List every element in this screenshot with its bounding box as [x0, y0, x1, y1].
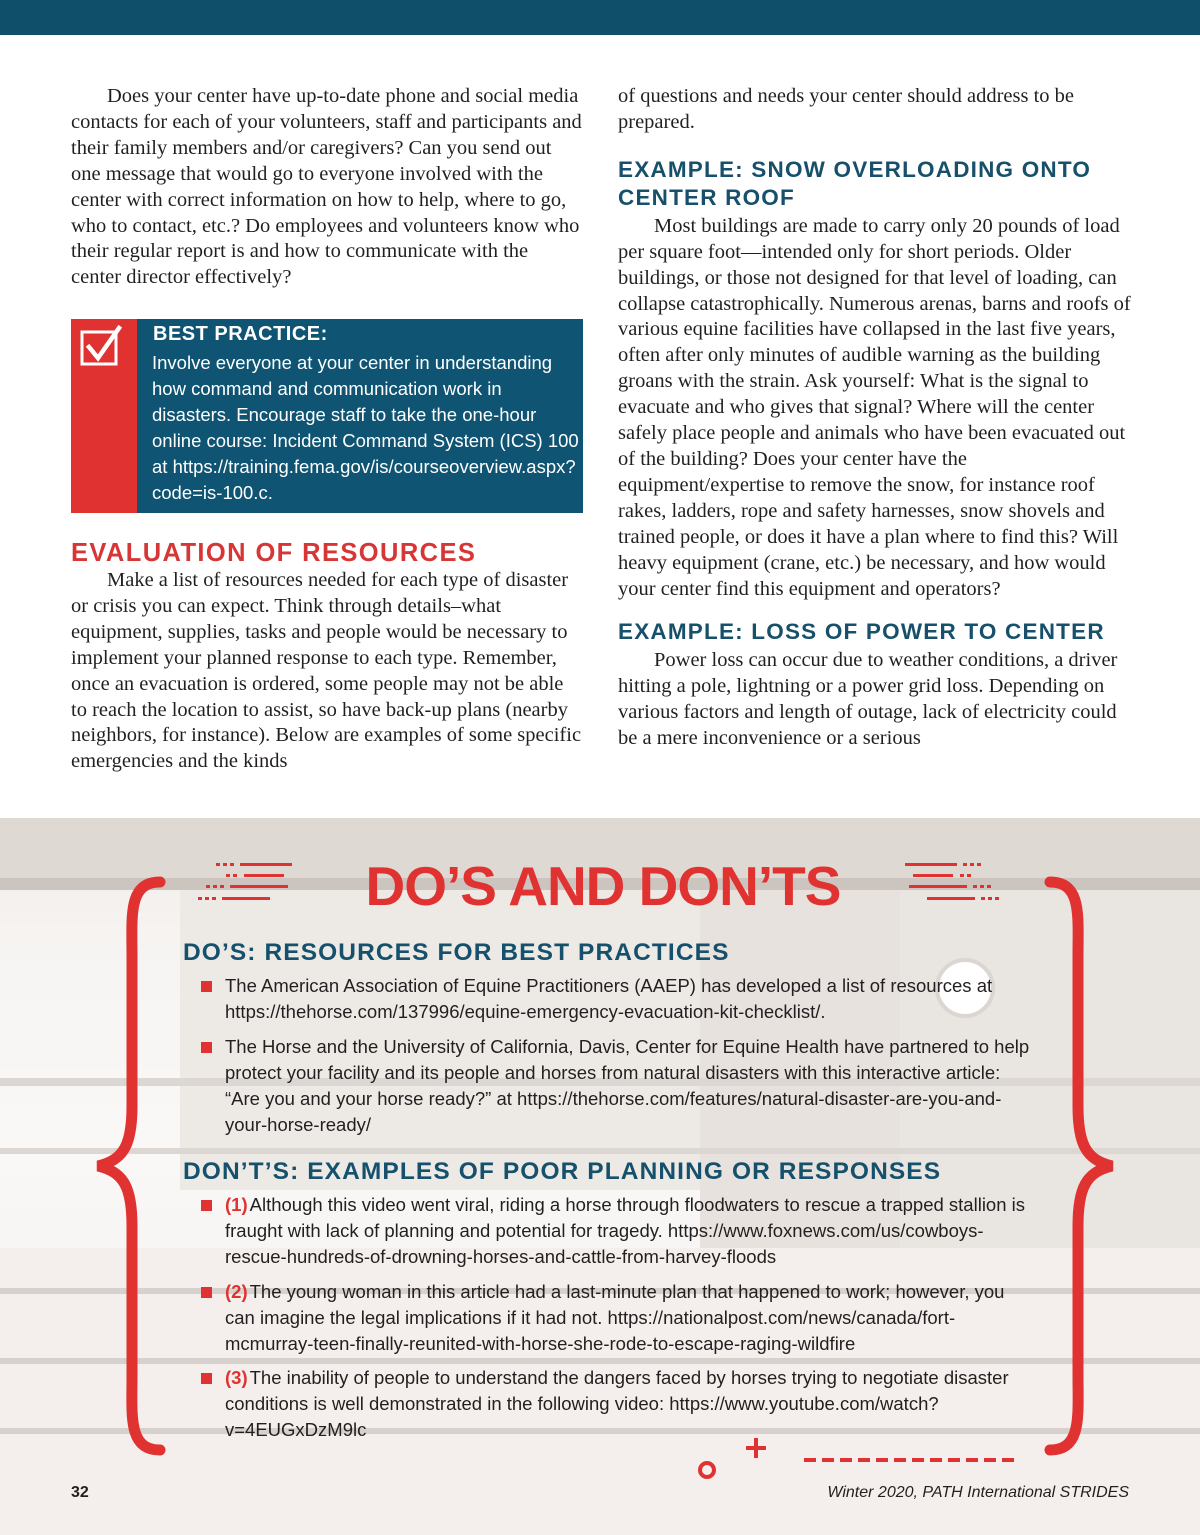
- donts-list: [200, 1192, 1030, 1452]
- evaluation-paragraph: Make a list of resources needed for each type of disaster or crisis you can expect. Think through details–what equipment, supplies, tasks and people would be necessary to implement your planned response to each type. Remember, once an evacuation is ordered, some people may not be able to reach the location to assist, so have back-up plans (nearby neighbors, for instance). Below are examples of some specific emergencies and the kinds: [71, 569, 582, 773]
- publication-footer: Winter 2020, PATH International STRIDES: [827, 1484, 1129, 1501]
- item-number: (1): [225, 1194, 248, 1215]
- dos-item-text: The Horse and the University of California, Davis, Center for Equine Health have partnered to help protect your facility and its people and horses from natural disasters with this interactive article: “Are you and your horse ready?” at https://thehorse.com/features/natural-disaster-are-you-and-your-horse-ready/: [225, 1035, 1030, 1135]
- donts-item-text: The inability of people to understand the dangers faced by horses trying to negotiate disaster conditions is well demonstrated in the following video: https://www.youtube.com/watch?v=4EUGxDzM9lc: [225, 1367, 1009, 1441]
- left-column: [71, 84, 583, 291]
- donts-heading: DON’T’S: EXAMPLES OF POOR PLANNING OR RESPONSES: [183, 1158, 942, 1185]
- right-column: [618, 84, 1133, 752]
- left-column-lower: [71, 538, 583, 775]
- decorative-ornaments: [694, 1436, 1024, 1480]
- right-brace-icon: [1040, 876, 1120, 1456]
- speed-lines-right-icon: [903, 862, 1001, 904]
- left-brace-icon: [90, 876, 170, 1456]
- continued-paragraph: of questions and needs your center should address to be prepared.: [618, 85, 1075, 133]
- dos-and-donts-panel: [0, 818, 1200, 1535]
- bullet-square-icon: [201, 1042, 212, 1053]
- callout-body: [137, 319, 583, 513]
- intro-paragraph: Does your center have up-to-date phone and social media contacts for each of your volunteers, staff and participants and their family members and/or caregivers? Can you send out one message that would go to everyone involved with the center with correct information on how to help, where to go, who to contact, etc.? Do employees and volunteers know who their regular report is and how to communicate with the center director effectively?: [71, 85, 582, 289]
- list-item: [200, 1279, 1030, 1357]
- dos-item-text: The American Association of Equine Practitioners (AAEP) has developed a list of resources at https://thehorse.com/137996/equine-emergency-evacuation-kit-checklist/.: [225, 975, 993, 1022]
- callout-accent: [71, 319, 137, 513]
- callout-text: Involve everyone at your center in understanding how command and communication work in disasters. Encourage staff to take the one-hour online course: Incident Command System (ICS) 100 at https://training.fema.gov/is/courseoverview.aspx?code=is-100.c.: [152, 352, 579, 503]
- dos-heading: DO’S: RESOURCES FOR BEST PRACTICES: [183, 939, 730, 966]
- list-item: [200, 973, 1030, 1025]
- donts-item-text: The young woman in this article had a last-minute plan that happened to work; however, you can imagine the legal implications if it had not. https://nationalpost.com/news/canada/fort-mcmurray-teen-finally-reunited-with-horse-she-rode-to-escape-raging-wildfire: [225, 1280, 1005, 1354]
- best-practice-callout: [71, 319, 583, 513]
- bullet-square-icon: [201, 1200, 212, 1211]
- bullet-square-icon: [201, 1373, 212, 1384]
- page-number: 32: [71, 1484, 89, 1501]
- bullet-square-icon: [201, 981, 212, 992]
- list-item: [200, 1034, 1030, 1138]
- item-number: (2): [225, 1280, 248, 1302]
- dos-donts-title: DO’S AND DON’TS: [365, 855, 841, 917]
- section-heading-evaluation: EVALUATION OF RESOURCES: [71, 539, 477, 567]
- top-banner: [0, 0, 1200, 35]
- dos-list: [200, 973, 1030, 1146]
- speed-lines-left-icon: [196, 862, 294, 904]
- bullet-square-icon: [201, 1287, 212, 1298]
- donts-item-text: Although this video went viral, riding a horse through floodwaters to rescue a trapped stallion is fraught with lack of planning and potential for tragedy. https://www.foxnews.com/us/cowboys-rescue-hundreds-of-drowning-horses-and-cattle-from-harvey-floods: [225, 1194, 1026, 1267]
- callout-title: BEST PRACTICE:: [153, 323, 328, 345]
- list-item: [200, 1365, 1030, 1443]
- snow-paragraph: Most buildings are made to carry only 20 pounds of load per square foot—intended only for short periods. Older buildings, or those not designed for that level of loading, can collapse catastrophically. Numerous arenas, barns and roofs of various equine facilities have collapsed in the last five years, often after only minutes of audible warning as the building groans with the strain. Ask yourself: What is the signal to evacuate and who gives that signal? Where will the center safely place people and animals who have been evacuated out of the building? Does your center have the equipment/expertise to remove the snow, for instance roof rakes, ladders, rope and safety harnesses, snow shovels and trained people, or does it have a plan where to find this? Will heavy equipment (crane, etc.) be necessary, and how would your center find this equipment and operators?: [618, 214, 1131, 600]
- item-number: (3): [225, 1367, 248, 1389]
- power-paragraph: Power loss can occur due to weather conditions, a driver hitting a pole, lightning or a power grid loss. Depending on various factors and length of outage, lack of electricity could be a mere inconvenience or a serious: [618, 649, 1118, 750]
- list-item: [200, 1192, 1030, 1270]
- checkbox-check-icon: [79, 325, 125, 369]
- heading-power-example: EXAMPLE: LOSS OF POWER TO CENTER: [618, 619, 1105, 645]
- heading-snow-example: EXAMPLE: SNOW OVERLOADING ONTO CENTER ROOF: [618, 156, 1092, 210]
